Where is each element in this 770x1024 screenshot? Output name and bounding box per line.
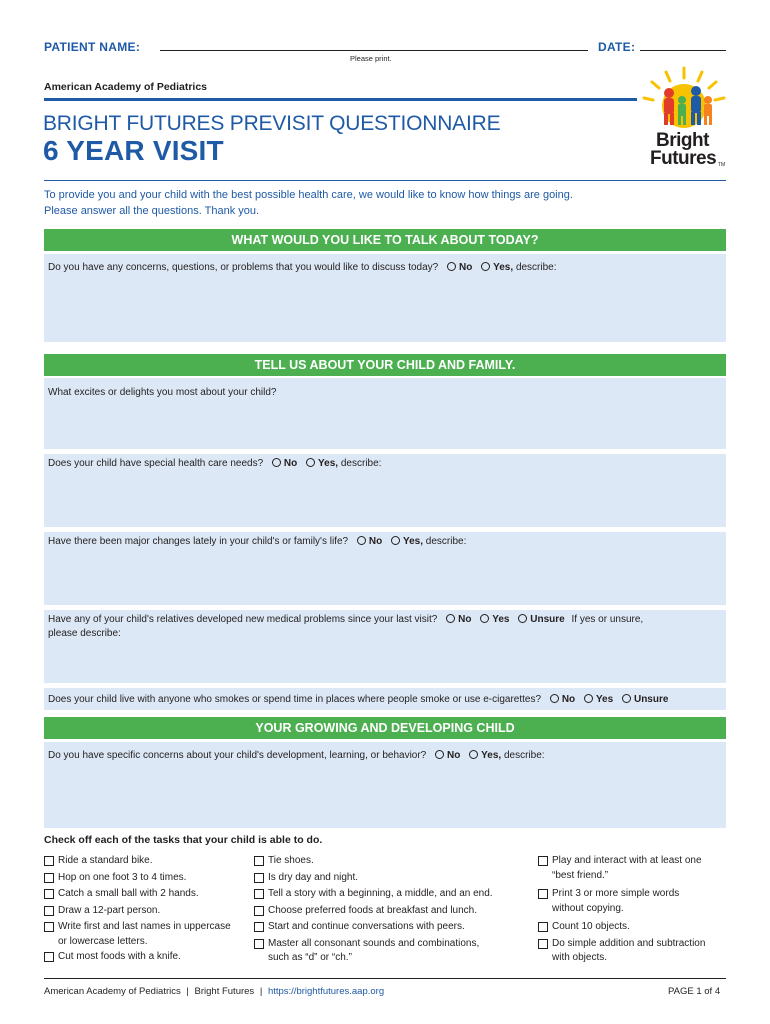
radio-no[interactable]: [357, 536, 366, 545]
checkbox[interactable]: [254, 939, 264, 949]
intro-line-1: To provide you and your child with the best possible health care, we would like to know how things are going.: [44, 189, 573, 201]
describe-label: describe:: [425, 536, 467, 547]
answer-box-development[interactable]: [44, 742, 726, 828]
radio-yes[interactable]: [481, 262, 490, 271]
checkbox[interactable]: [538, 922, 548, 932]
intro-text: [44, 187, 734, 219]
checklist-item[interactable]: [44, 853, 254, 870]
footer-separator: |: [186, 986, 189, 997]
checklist-item-label: Play and interact with at least one “best friend.”: [552, 855, 702, 881]
checklist-title: Check off each of the tasks that your child is able to do.: [44, 834, 323, 846]
option-yes-label: Yes,: [481, 750, 502, 761]
date-field[interactable]: [640, 50, 726, 51]
describe-label: describe:: [340, 458, 382, 469]
logo-text-line2: Futures: [650, 148, 717, 169]
checklist-item-label: Master all consonant sounds and combinations, such as “d” or “ch.”: [268, 937, 480, 964]
checklist-item[interactable]: [538, 936, 728, 966]
page-number: PAGE 1 of 4: [668, 986, 721, 997]
checklist-item-label: Write first and last names in uppercase or lowercase letters.: [58, 921, 231, 947]
section-heading-child-family: TELL US ABOUT YOUR CHILD AND FAMILY.: [44, 354, 726, 376]
intro-line-2: Please answer all the questions. Thank you.: [44, 205, 260, 217]
checkbox[interactable]: [538, 939, 548, 949]
question-text: Does your child have special health care needs?: [48, 458, 264, 469]
describe-label: describe:: [515, 262, 557, 273]
checklist-item-label: Cut most foods with a knife.: [58, 951, 181, 963]
checklist-item-label: Hop on one foot 3 to 4 times.: [58, 871, 187, 883]
please-describe-label: please describe:: [48, 628, 121, 639]
checklist-item[interactable]: [44, 886, 254, 903]
checklist-column-1: [44, 853, 254, 966]
radio-no[interactable]: [446, 614, 455, 623]
option-unsure-label: Unsure: [530, 614, 565, 625]
footer-divider: [44, 978, 726, 979]
checklist-item-label: Tell a story with a beginning, a middle, and an end.: [268, 888, 493, 900]
question-smoke: [48, 693, 668, 707]
radio-yes[interactable]: [480, 614, 489, 623]
organization-name: American Academy of Pediatrics: [44, 81, 208, 93]
checklist-item[interactable]: [254, 936, 524, 966]
patient-name-label: PATIENT NAME:: [44, 40, 141, 54]
footer-url-link[interactable]: https://brightfutures.aap.org: [267, 986, 385, 997]
checkbox[interactable]: [44, 856, 54, 866]
checklist-column-3: [538, 853, 728, 966]
describe-label: describe:: [503, 750, 545, 761]
option-yes-label: Yes: [595, 694, 614, 705]
checklist-item[interactable]: [254, 870, 524, 887]
radio-yes[interactable]: [584, 694, 593, 703]
option-no-label: No: [458, 614, 472, 625]
answer-box-delights[interactable]: [44, 378, 726, 449]
checkbox[interactable]: [254, 856, 264, 866]
question-concerns: [48, 261, 557, 275]
question-delights: What excites or delights you most about your child?: [48, 387, 277, 398]
page-title: BRIGHT FUTURES PREVISIT QUESTIONNAIRE: [43, 112, 501, 135]
question-text: Does your child live with anyone who smokes or spend time in places where people smoke or use e-cigarettes?: [48, 694, 542, 705]
question-special-needs: [48, 457, 381, 471]
question-text: Do you have any concerns, questions, or problems that you would like to discuss today?: [48, 262, 439, 273]
logo-trademark: TM: [718, 162, 726, 168]
radio-no[interactable]: [272, 458, 281, 467]
checklist-item-label: Print 3 or more simple words without copying.: [552, 888, 680, 914]
footer-program: Bright Futures: [194, 986, 255, 997]
radio-unsure[interactable]: [622, 694, 631, 703]
option-no-label: No: [561, 694, 576, 705]
checkbox[interactable]: [44, 906, 54, 916]
visit-subtitle: 6 YEAR VISIT: [43, 135, 224, 166]
radio-no[interactable]: [447, 262, 456, 271]
checklist-item[interactable]: [538, 853, 728, 883]
please-print-note: Please print.: [350, 54, 392, 63]
footer-org: American Academy of Pediatrics: [44, 986, 181, 997]
question-text: Have there been major changes lately in your child's or family's life?: [48, 536, 349, 547]
footer-credits: [44, 986, 384, 997]
checkbox[interactable]: [44, 889, 54, 899]
checklist-item[interactable]: [44, 870, 254, 887]
bright-futures-logo: [636, 66, 732, 176]
checklist-item[interactable]: [538, 886, 728, 916]
radio-no[interactable]: [550, 694, 559, 703]
radio-yes[interactable]: [469, 750, 478, 759]
checklist-item-label: Start and continue conversations with peers.: [268, 921, 465, 933]
option-no-label: No: [447, 750, 461, 761]
checklist-item[interactable]: [44, 949, 254, 966]
checklist-item-label: Draw a 12-part person.: [58, 904, 161, 916]
checkbox[interactable]: [254, 873, 264, 883]
checklist-item[interactable]: [254, 919, 524, 936]
answer-box-special-needs[interactable]: [44, 454, 726, 527]
question-text: Do you have specific concerns about your child's development, learning, or behavior?: [48, 750, 427, 761]
title-divider: [44, 180, 726, 181]
section-heading-talk-today: WHAT WOULD YOU LIKE TO TALK ABOUT TODAY?: [44, 229, 726, 251]
footer-separator: |: [259, 986, 263, 997]
logo-text-line1: Bright: [656, 130, 709, 151]
question-major-changes: [48, 535, 466, 549]
answer-box-concerns[interactable]: [44, 254, 726, 342]
radio-unsure[interactable]: [518, 614, 527, 623]
if-yes-label: If yes or unsure,: [571, 614, 644, 625]
checklist-column-2: [254, 853, 524, 966]
checkbox[interactable]: [44, 873, 54, 883]
checklist-item[interactable]: [254, 886, 524, 903]
option-yes-label: Yes,: [318, 458, 339, 469]
radio-yes[interactable]: [306, 458, 315, 467]
checklist-item[interactable]: [538, 919, 728, 936]
section-heading-growing-child: YOUR GROWING AND DEVELOPING CHILD: [44, 717, 726, 739]
option-no-label: No: [368, 536, 383, 547]
date-label: DATE:: [598, 40, 636, 54]
checklist-item-label: Catch a small ball with 2 hands.: [58, 888, 199, 900]
patient-name-field[interactable]: [160, 50, 588, 51]
checkbox[interactable]: [44, 922, 54, 932]
radio-yes[interactable]: [391, 536, 400, 545]
checkbox[interactable]: [254, 906, 264, 916]
option-unsure-label: Unsure: [633, 694, 669, 705]
question-text: Have any of your child's relatives developed new medical problems since your last visit?: [48, 614, 438, 625]
option-yes-label: Yes,: [493, 262, 514, 273]
checkbox[interactable]: [44, 952, 54, 962]
radio-no[interactable]: [435, 750, 444, 759]
checkbox[interactable]: [254, 922, 264, 932]
option-no-label: No: [283, 458, 298, 469]
answer-box-major-changes[interactable]: [44, 532, 726, 605]
answer-row-smoke: [44, 688, 726, 710]
answer-box-relatives[interactable]: [44, 610, 726, 683]
checkbox[interactable]: [254, 889, 264, 899]
checklist-item[interactable]: [254, 903, 524, 920]
checklist-item-label: Tie shoes.: [268, 855, 314, 866]
checklist-item[interactable]: [44, 919, 254, 949]
checklist-item-label: Is dry day and night.: [268, 871, 359, 883]
checklist-item-label: Do simple addition and subtraction with objects.: [552, 937, 706, 964]
option-yes-label: Yes,: [402, 536, 424, 547]
checklist-item-label: Choose preferred foods at breakfast and lunch.: [268, 904, 478, 916]
checklist-item[interactable]: [254, 853, 524, 870]
option-no-label: No: [459, 262, 473, 273]
checkbox[interactable]: [538, 889, 548, 899]
question-relatives: [48, 613, 643, 641]
checklist-item[interactable]: [44, 903, 254, 920]
checklist-item-label: Count 10 objects.: [552, 921, 630, 932]
checkbox[interactable]: [538, 856, 548, 866]
header-divider: [44, 98, 637, 101]
question-development: [48, 749, 545, 763]
checklist-item-label: Ride a standard bike.: [58, 855, 153, 866]
option-yes-label: Yes: [492, 614, 510, 625]
